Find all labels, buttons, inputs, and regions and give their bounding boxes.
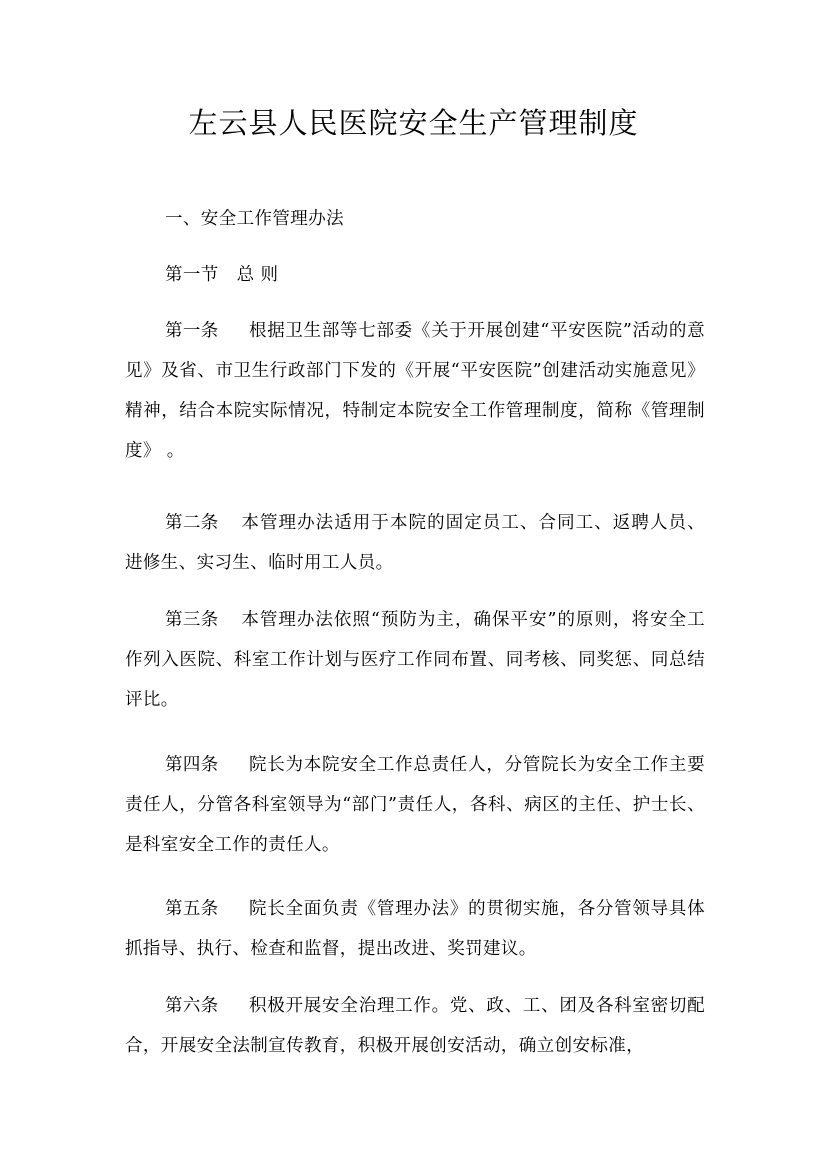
article-label: 第一条 (165, 321, 219, 341)
article-2 (125, 503, 705, 583)
article-text: 院长为本院安全工作总责任人，分管院长为安全工作主要责任人，分管各科室领导为“部门”责任人，各科、病区的主任、护士长、是科室安全工作的责任人。 (125, 755, 705, 855)
article-text: 院长全面负责《管理办法》的贯彻实施，各分管领导具体抓指导、执行、检查和监督，提出改进、奖罚建议。 (125, 899, 705, 959)
article-3 (125, 600, 705, 720)
article-4 (125, 745, 705, 865)
article-label: 第六条 (165, 996, 219, 1016)
article-text: 积极开展安全治理工作。党、政、工、团及各科室密切配合，开展安全法制宣传教育，积极开展创安活动，确立创安标准， (125, 996, 705, 1056)
article-label: 第三条 (165, 610, 219, 630)
article-text: 根据卫生部等七部委《关于开展创建“平安医院”活动的意见》及省、市卫生行政部门下发的《开展“平安医院”创建活动实施意见》精神，结合本院实际情况，特制定本院安全工作管理制度，简称《管理制度》 。 (125, 321, 705, 461)
subsection-heading: 第一节 总 则 (165, 265, 279, 285)
document-title: 左云县人民医院安全生产管理制度 (188, 106, 639, 140)
article-1 (125, 311, 705, 471)
section-heading: 一、安全工作管理办法 (165, 209, 344, 229)
article-label: 第四条 (165, 755, 219, 775)
article-label: 第二条 (165, 513, 219, 533)
article-label: 第五条 (165, 899, 219, 919)
article-text: 本管理办法依照“预防为主，确保平安”的原则，将安全工作列入医院、科室工作计划与医疗工作同布置、同考核、同奖惩、同总结评比。 (125, 610, 705, 710)
article-5 (125, 889, 705, 969)
article-text: 本管理办法适用于本院的固定员工、合同工、返聘人员、进修生、实习生、临时用工人员。 (125, 513, 705, 573)
article-6 (125, 986, 705, 1066)
